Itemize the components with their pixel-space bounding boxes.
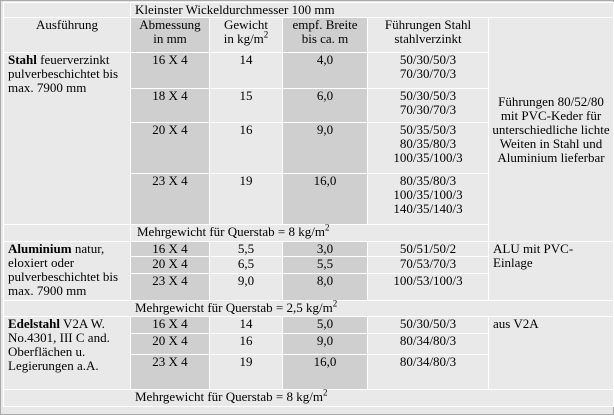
alu-row1-fuehr: 50/51/50/2 <box>368 242 489 257</box>
corner-cell <box>4 3 131 18</box>
header-fuehrungen-line2: stahlverzinkt <box>394 31 462 46</box>
edel-row3-breite: 16,0 <box>283 355 368 390</box>
header-abmessung-line1: Abmessung <box>139 17 201 32</box>
stahl-row3-fuehr <box>368 123 489 174</box>
stahl-row1-fuehr <box>368 53 489 89</box>
alu-row2-gew: 6,5 <box>210 257 283 274</box>
stahl-spacer <box>4 225 131 242</box>
edel-row2-fuehr: 80/34/80/3 <box>368 334 489 355</box>
header-breite-line1: empf. Breite <box>292 17 358 32</box>
edel-row3-gew: 19 <box>210 355 283 390</box>
edel-row2-abm: 20 X 4 <box>131 334 210 355</box>
stahl-row4-breite: 16,0 <box>283 174 368 225</box>
table-title: Kleinster Wickeldurchmesser 100 mm <box>131 3 614 18</box>
edel-row3-abm: 23 X 4 <box>131 355 210 390</box>
header-gewicht-line2: in $kg/m^2$ <box>223 29 269 46</box>
stahl-row3-fuehr-3: 100/35/100/3 <box>393 150 463 165</box>
header-gewicht-line1: Gewicht <box>223 17 269 32</box>
stahl-row2-fuehr-1: 50/30/50/3 <box>399 88 457 103</box>
alu-row1-gew: 5,5 <box>210 242 283 257</box>
stahl-row4-fuehr <box>368 174 489 225</box>
alu-row1-breite: 3,0 <box>283 242 368 257</box>
material-edelstahl: Edelstahl V2A W. No.4301, III C and. Oberflächen u. Legierungen a.A. <box>4 317 131 390</box>
stahl-row2-fuehr-2: 70/30/70/3 <box>399 102 457 117</box>
note-edelstahl: aus V2A <box>489 317 614 390</box>
stahl-row3-breite: 9,0 <box>283 123 368 174</box>
alu-row2-breite: 5,5 <box>283 257 368 274</box>
stahl-row1-breite: 4,0 <box>283 53 368 89</box>
header-fuehrungen <box>368 18 489 53</box>
stahl-row3-abm: 20 X 4 <box>131 123 210 174</box>
stahl-row2-fuehr <box>368 89 489 123</box>
stahl-row1-abm: 16 X 4 <box>131 53 210 89</box>
stahl-row4-fuehr-3: 140/35/140/3 <box>393 201 463 216</box>
alu-row3-gew: 9,0 <box>210 274 283 301</box>
header-breite-line2: bis ca. m <box>301 31 349 46</box>
material-aluminium: Aluminium natur, eloxiert oder pulverbeschichtet bis max. 7900 mm <box>4 242 131 301</box>
edel-row1-fuehr: 50/30/50/3 <box>368 317 489 334</box>
stahl-row3-fuehr-2: 80/35/80/3 <box>399 136 457 151</box>
edel-row1-abm: 16 X 4 <box>131 317 210 334</box>
note-stahl: Führungen 80/52/80 mit PVC-Keder für unterschiedliche lichte Weiten in Stahl und Aluminium lieferbar <box>489 18 614 242</box>
edel-row2-breite: 9,0 <box>283 334 368 355</box>
header-fuehrungen-line1: Führungen Stahl <box>384 17 472 32</box>
stahl-row1-fuehr-1: 50/30/50/3 <box>399 52 457 67</box>
edel-row3-fuehr: 80/34/80/3 <box>368 355 489 390</box>
edel-row1-breite: 5,0 <box>283 317 368 334</box>
header-abmessung <box>131 18 210 53</box>
header-abmessung-line2: in mm <box>153 31 187 46</box>
alu-row2-fuehr: 70/53/70/3 <box>368 257 489 274</box>
header-breite <box>283 18 368 53</box>
edel-mehrgewicht: Mehrgewicht für Querstab = 8 $kg/m^2$ <box>4 390 614 407</box>
stahl-row4-gew: 19 <box>210 174 283 225</box>
alu-row3-abm: 23 X 4 <box>131 274 210 301</box>
spec-table <box>3 2 614 407</box>
header-gewicht <box>210 18 283 53</box>
note-aluminium: ALU mit PVC-Einlage <box>489 242 614 301</box>
stahl-row4-fuehr-1: 80/35/80/3 <box>399 173 457 188</box>
stahl-row2-abm: 18 X 4 <box>131 89 210 123</box>
header-ausfuehrung: Ausführung <box>4 18 131 53</box>
stahl-row2-breite: 6,0 <box>283 89 368 123</box>
alu-row3-breite: 8,0 <box>283 274 368 301</box>
stahl-row1-fuehr-2: 70/30/70/3 <box>399 66 457 81</box>
stahl-row4-fuehr-2: 100/35/100/3 <box>393 187 463 202</box>
material-stahl: Stahl feuerverzinkt pulverbeschichtet bis max. 7900 mm <box>4 53 131 225</box>
stahl-row2-gew: 15 <box>210 89 283 123</box>
alu-row3-fuehr: 100/53/100/3 <box>368 274 489 301</box>
stahl-row3-gew: 16 <box>210 123 283 174</box>
alu-row2-abm: 20 X 4 <box>131 257 210 274</box>
edel-row1-gew: 14 <box>210 317 283 334</box>
stahl-row1-gew: 14 <box>210 53 283 89</box>
stahl-row4-abm: 23 X 4 <box>131 174 210 225</box>
stahl-row3-fuehr-1: 50/35/50/3 <box>399 122 457 137</box>
alu-mehrgewicht: Mehrgewicht für Querstab = 2,5 $kg/m^2$ <box>4 301 614 317</box>
edel-row2-gew: 16 <box>210 334 283 355</box>
alu-row1-abm: 16 X 4 <box>131 242 210 257</box>
stahl-mehrgewicht: Mehrgewicht für Querstab = 8 $kg/m^2$ <box>131 225 489 242</box>
